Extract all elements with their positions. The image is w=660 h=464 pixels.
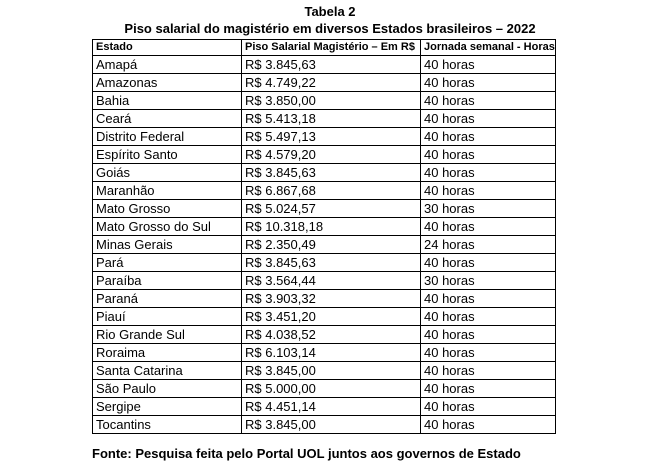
salary-cell: R$ 3.845,00 xyxy=(242,362,421,380)
state-cell: Paraíba xyxy=(93,272,242,290)
table-row xyxy=(93,92,556,110)
table-title: Piso salarial do magistério em diversos Estados brasileiros – 2022 xyxy=(124,21,536,36)
table-body xyxy=(93,56,556,434)
state-cell: Minas Gerais xyxy=(93,236,242,254)
hours-cell: 30 horas xyxy=(421,200,556,218)
state-cell: Tocantins xyxy=(93,416,242,434)
salary-cell: R$ 3.903,32 xyxy=(242,290,421,308)
salary-cell: R$ 3.845,63 xyxy=(242,164,421,182)
table-row xyxy=(93,290,556,308)
state-cell: Mato Grosso xyxy=(93,200,242,218)
hours-cell: 30 horas xyxy=(421,272,556,290)
salary-cell: R$ 4.451,14 xyxy=(242,398,421,416)
salary-cell: R$ 10.318,18 xyxy=(242,218,421,236)
source-note: Fonte: Pesquisa feita pelo Portal UOL juntos aos governos de Estado xyxy=(92,446,521,461)
salary-cell: R$ 6.867,68 xyxy=(242,182,421,200)
hours-cell: 40 horas xyxy=(421,146,556,164)
table-row xyxy=(93,362,556,380)
column-header-piso-salarial: Piso Salarial Magistério – Em R$ xyxy=(242,40,421,56)
hours-cell: 24 horas xyxy=(421,236,556,254)
table-row xyxy=(93,416,556,434)
hours-cell: 40 horas xyxy=(421,92,556,110)
state-cell: Roraima xyxy=(93,344,242,362)
salary-cell: R$ 4.749,22 xyxy=(242,74,421,92)
hours-cell: 40 horas xyxy=(421,308,556,326)
state-cell: São Paulo xyxy=(93,380,242,398)
hours-cell: 40 horas xyxy=(421,182,556,200)
table-row xyxy=(93,74,556,92)
hours-cell: 40 horas xyxy=(421,164,556,182)
table-row xyxy=(93,218,556,236)
state-cell: Bahia xyxy=(93,92,242,110)
table-row xyxy=(93,128,556,146)
hours-cell: 40 horas xyxy=(421,362,556,380)
table-row xyxy=(93,146,556,164)
table-row xyxy=(93,200,556,218)
table-row xyxy=(93,182,556,200)
state-cell: Maranhão xyxy=(93,182,242,200)
table-row xyxy=(93,380,556,398)
table-row xyxy=(93,254,556,272)
salary-cell: R$ 3.850,00 xyxy=(242,92,421,110)
table-row xyxy=(93,308,556,326)
state-cell: Amazonas xyxy=(93,74,242,92)
table-row xyxy=(93,326,556,344)
table-row xyxy=(93,272,556,290)
state-cell: Santa Catarina xyxy=(93,362,242,380)
state-cell: Espírito Santo xyxy=(93,146,242,164)
state-cell: Piauí xyxy=(93,308,242,326)
hours-cell: 40 horas xyxy=(421,218,556,236)
salary-cell: R$ 3.451,20 xyxy=(242,308,421,326)
hours-cell: 40 horas xyxy=(421,56,556,74)
salary-cell: R$ 5.413,18 xyxy=(242,110,421,128)
salary-cell: R$ 5.024,57 xyxy=(242,200,421,218)
state-cell: Amapá xyxy=(93,56,242,74)
state-cell: Paraná xyxy=(93,290,242,308)
state-cell: Mato Grosso do Sul xyxy=(93,218,242,236)
salary-cell: R$ 2.350,49 xyxy=(242,236,421,254)
state-cell: Rio Grande Sul xyxy=(93,326,242,344)
hours-cell: 40 horas xyxy=(421,290,556,308)
hours-cell: 40 horas xyxy=(421,254,556,272)
state-cell: Ceará xyxy=(93,110,242,128)
hours-cell: 40 horas xyxy=(421,128,556,146)
state-cell: Distrito Federal xyxy=(93,128,242,146)
table-row xyxy=(93,164,556,182)
salary-cell: R$ 3.845,63 xyxy=(242,56,421,74)
salary-cell: R$ 5.000,00 xyxy=(242,380,421,398)
hours-cell: 40 horas xyxy=(421,110,556,128)
hours-cell: 40 horas xyxy=(421,326,556,344)
salary-table xyxy=(92,39,556,434)
table-row xyxy=(93,236,556,254)
column-header-jornada-semanal: Jornada semanal - Horas xyxy=(421,40,556,56)
hours-cell: 40 horas xyxy=(421,416,556,434)
table-row xyxy=(93,344,556,362)
salary-cell: R$ 5.497,13 xyxy=(242,128,421,146)
column-header-estado: Estado xyxy=(93,40,242,56)
state-cell: Sergipe xyxy=(93,398,242,416)
hours-cell: 40 horas xyxy=(421,398,556,416)
salary-cell: R$ 4.579,20 xyxy=(242,146,421,164)
salary-cell: R$ 3.564,44 xyxy=(242,272,421,290)
header-row xyxy=(93,40,556,56)
hours-cell: 40 horas xyxy=(421,74,556,92)
table-row xyxy=(93,398,556,416)
hours-cell: 40 horas xyxy=(421,344,556,362)
state-cell: Goiás xyxy=(93,164,242,182)
salary-cell: R$ 4.038,52 xyxy=(242,326,421,344)
hours-cell: 40 horas xyxy=(421,380,556,398)
table-row xyxy=(93,110,556,128)
salary-cell: R$ 3.845,00 xyxy=(242,416,421,434)
table-label: Tabela 2 xyxy=(304,4,356,19)
salary-cell: R$ 6.103,14 xyxy=(242,344,421,362)
state-cell: Pará xyxy=(93,254,242,272)
salary-cell: R$ 3.845,63 xyxy=(242,254,421,272)
table-row xyxy=(93,56,556,74)
